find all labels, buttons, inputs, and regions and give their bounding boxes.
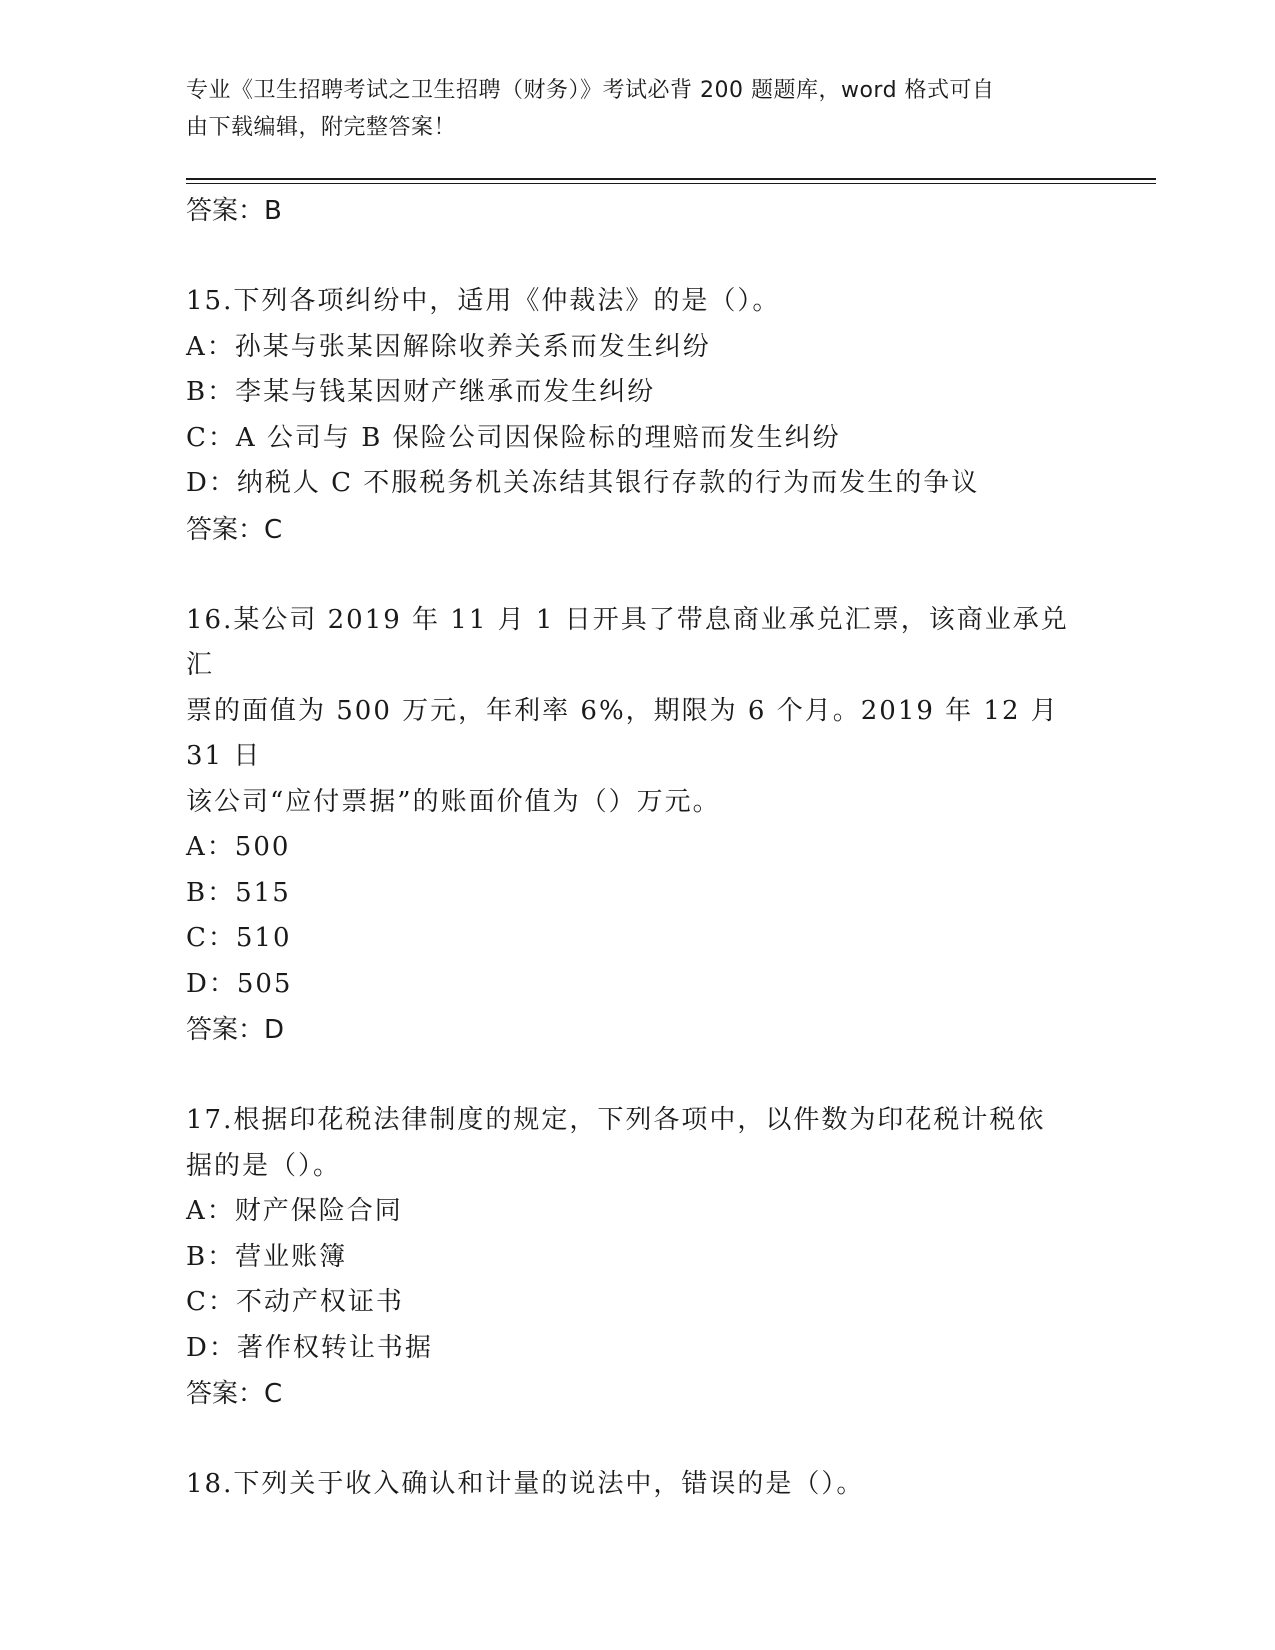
question-18: [186, 1462, 1086, 1508]
question-stem: 16.某公司 2019 年 11 月 1 日开具了带息商业承兑汇票，该商业承兑汇: [186, 604, 1069, 680]
option-a: A：500: [186, 832, 291, 862]
answer-label: 答案：C: [186, 514, 283, 545]
option-d: D：著作权转让书据: [186, 1332, 433, 1363]
option-d: D：纳税人 C 不服税务机关冻结其银行存款的行为而发生的争议: [186, 468, 980, 498]
question-stem: 票的面值为 500 万元，年利率 6%，期限为 6 个月。2019 年 12 月 31 日: [186, 695, 1059, 771]
header-line-1: 专业《卫生招聘考试之卫生招聘（财务）》考试必背 200 题题库，word 格式可自: [186, 78, 995, 103]
question-stem: 据的是（）。: [186, 1150, 342, 1181]
header-rule-thin: [186, 183, 1156, 184]
option-b: B：515: [186, 877, 291, 908]
spacer: [186, 553, 1086, 598]
spacer: [186, 1417, 1086, 1462]
question-stem: 17.根据印花税法律制度的规定，下列各项中，以件数为印花税计税依: [186, 1105, 1046, 1135]
document-header: [186, 72, 1066, 146]
question-stem: 18.下列关于收入确认和计量的说法中，错误的是（）。: [186, 1469, 865, 1499]
answer-label: 答案：C: [186, 1379, 283, 1409]
question-stem: 15.下列各项纠纷中，适用《仲裁法》的是（）。: [186, 286, 781, 316]
header-rule-thick: [186, 178, 1156, 180]
question-list: [186, 188, 1086, 1508]
option-c: C：不动产权证书: [186, 1287, 404, 1317]
option-b: B：营业账簿: [186, 1241, 348, 1272]
option-c: C：A 公司与 B 保险公司因保险标的理赔而发生纠纷: [186, 422, 841, 453]
question-stem: 该公司“应付票据”的账面价值为（）万元。: [186, 786, 721, 817]
question-16: [186, 598, 1086, 1054]
option-d: D：505: [186, 968, 293, 999]
answer-label: 答案：D: [186, 1015, 285, 1045]
question-15: [186, 279, 1086, 553]
header-line-2: 由下载编辑，附完整答案！: [186, 115, 457, 140]
spacer: [186, 1053, 1086, 1098]
question-17: [186, 1098, 1086, 1417]
spacer: [186, 234, 1086, 279]
option-a: A：财产保险合同: [186, 1196, 403, 1226]
option-b: B：李某与钱某因财产继承而发生纠纷: [186, 377, 656, 407]
option-c: C：510: [186, 923, 292, 953]
answer-label: 答案：B: [186, 196, 282, 226]
option-a: A：孙某与张某因解除收养关系而发生纠纷: [186, 331, 711, 362]
